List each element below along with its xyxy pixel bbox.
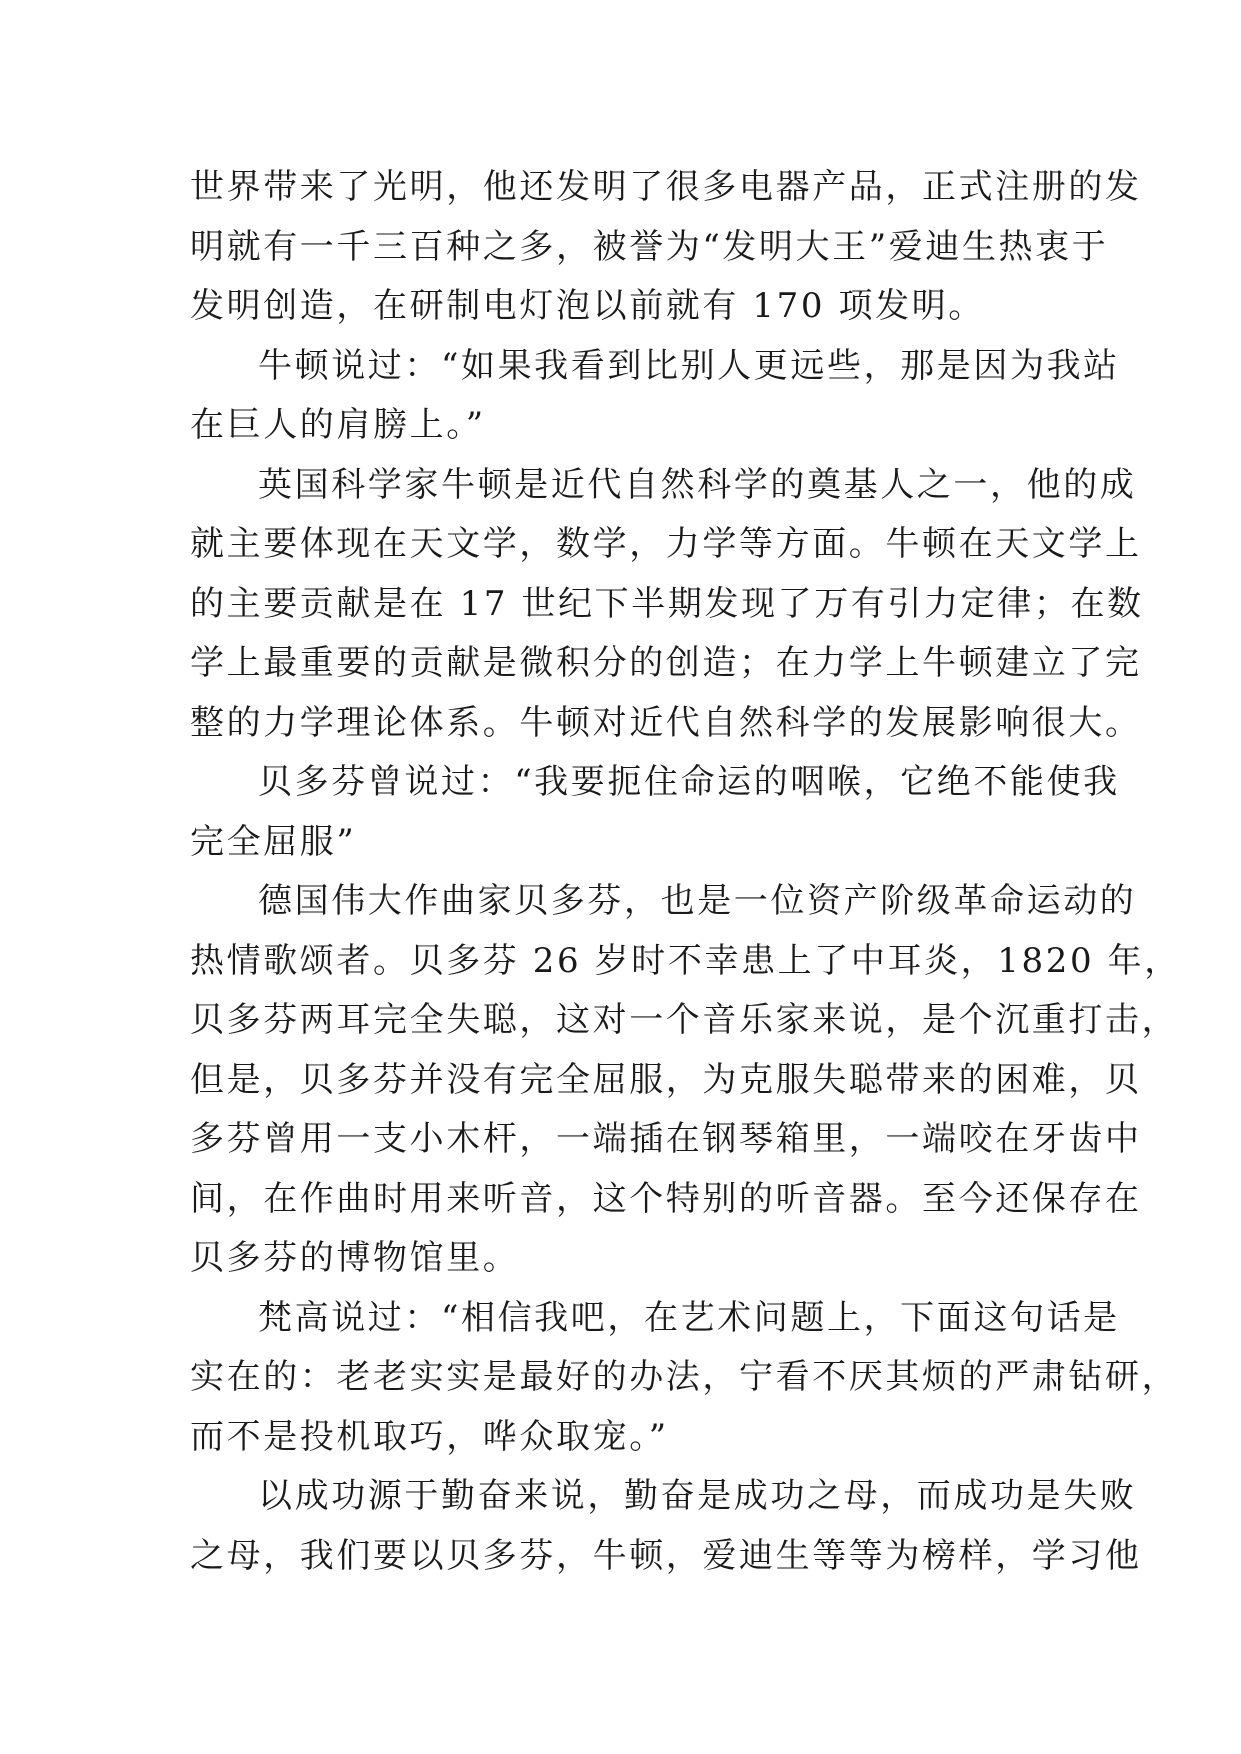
paragraph-start-line: 梵高说过：“相信我吧，在艺术问题上，下面这句话是 xyxy=(258,1297,1120,1338)
text-line: 世界带来了光明，他还发明了很多电器产品，正式注册的发 xyxy=(190,167,1142,207)
text-line: 发明创造，在研制电灯泡以前就有 170 项发明。 xyxy=(190,286,985,326)
body-text xyxy=(190,158,1181,1586)
paragraph-start-line: 贝多芬曾说过：“我要扼住命运的咽喉，它绝不能使我 xyxy=(258,762,1120,802)
text-line: 热情歌颂者。贝多芬 26 岁时不幸患上了中耳炎，1820 年， xyxy=(190,940,1181,981)
text-line: 的主要贡献是在 17 世纪下半期发现了万有引力定律；在数 xyxy=(190,583,1144,624)
text-line: 而不是投机取巧，哗众取宠。” xyxy=(190,1416,669,1457)
text-line: 学上最重要的贡献是微积分的创造；在力学上牛顿建立了完 xyxy=(190,643,1142,683)
text-line: 贝多芬的博物馆里。 xyxy=(190,1238,520,1278)
paragraph-start-line: 牛顿说过：“如果我看到比别人更远些，那是因为我站 xyxy=(258,345,1120,386)
text-line: 明就有一千三百种之多，被誉为“发明大王”爱迪生热衷于 xyxy=(190,226,1109,267)
paragraph-start-line: 以成功源于勤奋来说，勤奋是成功之母，而成功是失败 xyxy=(258,1476,1137,1516)
text-line: 多芬曾用一支小木杆，一端插在钢琴箱里，一端咬在牙齿中 xyxy=(190,1119,1142,1159)
text-line: 之母，我们要以贝多芬，牛顿，爱迪生等等为榜样，学习他 xyxy=(190,1535,1142,1576)
text-line: 在巨人的肩膀上。” xyxy=(190,405,486,445)
text-line: 整的力学理论体系。牛顿对近代自然科学的发展影响很大。 xyxy=(190,702,1142,743)
paragraph-start-line: 英国科学家牛顿是近代自然科学的奠基人之一，他的成 xyxy=(258,464,1137,505)
paragraph-start-line: 德国伟大作曲家贝多芬，也是一位资产阶级革命运动的 xyxy=(258,881,1137,921)
text-line: 完全屈服” xyxy=(190,821,357,862)
text-line: 间，在作曲时用来听音，这个特别的听音器。至今还保存在 xyxy=(190,1178,1142,1219)
text-line: 就主要体现在天文学，数学，力学等方面。牛顿在天文学上 xyxy=(190,524,1142,564)
text-line: 实在的：老老实实是最好的办法，宁看不厌其烦的严肃钻研， xyxy=(190,1357,1179,1397)
text-line: 但是，贝多芬并没有完全屈服，为克服失聪带来的困难，贝 xyxy=(190,1059,1142,1100)
text-line: 贝多芬两耳完全失聪，这对一个音乐家来说，是个沉重打击， xyxy=(190,1000,1179,1040)
